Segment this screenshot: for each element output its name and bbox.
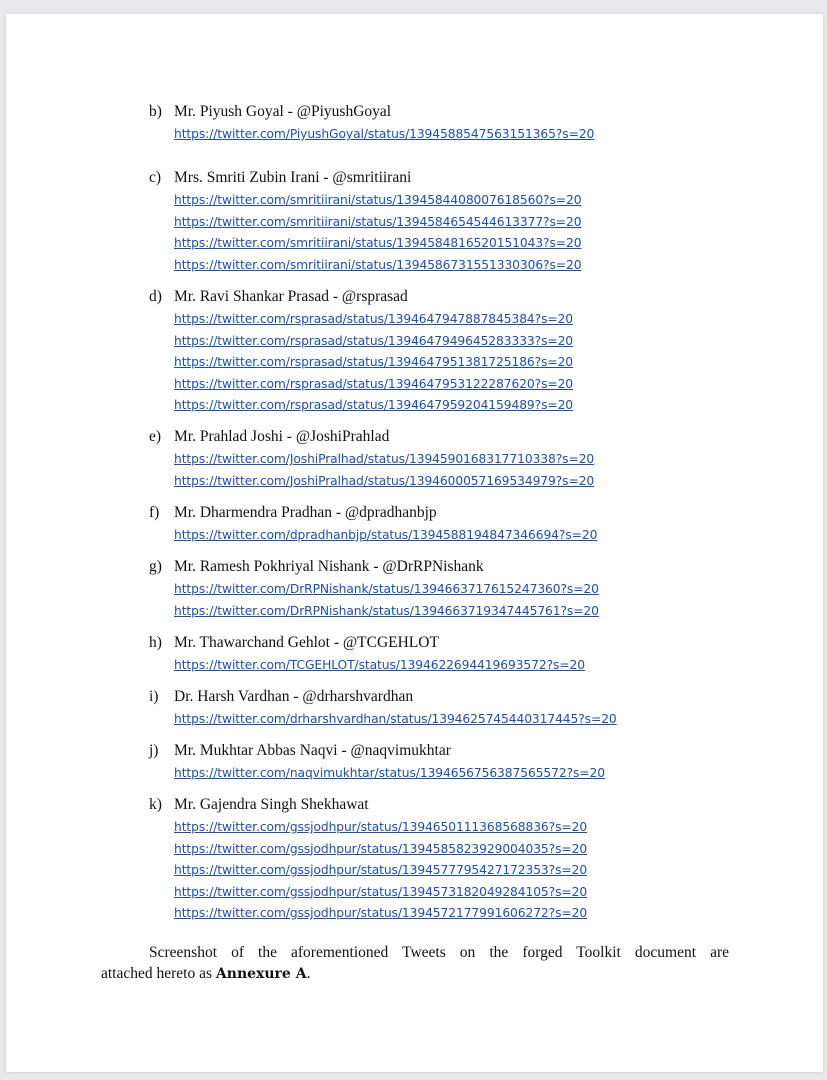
tweet-link[interactable]: https://twitter.com/smritiirani/status/1394586731551330306?s=20 [174, 257, 582, 272]
item-label: f) [149, 504, 160, 521]
item-links [174, 124, 594, 146]
annexure-label: Annexure A [215, 966, 307, 982]
tweet-link[interactable]: https://twitter.com/gssjodhpur/status/1394577795427172353?s=20 [174, 863, 588, 877]
item-links [174, 579, 599, 622]
item-label: e) [149, 428, 162, 445]
item-name: Mr. Dharmendra Pradhan - @dpradhanbjp [174, 504, 437, 521]
item-links [174, 763, 605, 785]
item-name: Mr. Gajendra Singh Shekhawat [174, 796, 369, 813]
tweet-link[interactable]: https://twitter.com/gssjodhpur/status/1394573182049284105?s=20 [174, 884, 588, 899]
item-label: j) [149, 742, 159, 759]
item-name: Mrs. Smriti Zubin Irani - @smritiirani [174, 169, 412, 186]
item-label: c) [149, 169, 162, 186]
item-links [174, 709, 617, 731]
tweet-link[interactable]: https://twitter.com/gssjodhpur/status/1394572177991606272?s=20 [174, 906, 588, 920]
tweet-link[interactable]: https://twitter.com/gssjodhpur/status/1394585823929004035?s=20 [174, 841, 588, 856]
closing-period: . [306, 965, 311, 982]
item-name: Mr. Piyush Goyal - @PiyushGoyal [174, 103, 392, 120]
item-name: Mr. Thawarchand Gehlot - @TCGEHLOT [174, 634, 439, 651]
item-name: Dr. Harsh Vardhan - @drharshvardhan [174, 688, 414, 705]
closing-line-2-text: attached hereto as [101, 965, 216, 982]
tweet-link[interactable]: https://twitter.com/dpradhanbjp/status/1394588194847346694?s=20 [174, 528, 598, 542]
tweet-link[interactable]: https://twitter.com/rsprasad/status/1394647949645283333?s=20 [174, 333, 574, 348]
item-label: b) [149, 103, 162, 120]
tweet-link[interactable]: https://twitter.com/rsprasad/status/1394647959204159489?s=20 [174, 398, 574, 412]
tweet-link[interactable]: https://twitter.com/gssjodhpur/status/1394650111368568836?s=20 [174, 820, 588, 834]
tweet-link[interactable]: https://twitter.com/TCGEHLOT/status/1394622694419693572?s=20 [174, 658, 585, 672]
item-label: k) [149, 796, 162, 813]
tweet-link[interactable]: https://twitter.com/rsprasad/status/1394647951381725186?s=20 [174, 355, 574, 369]
item-label: d) [149, 288, 162, 305]
document-page [6, 14, 823, 1072]
tweet-link[interactable]: https://twitter.com/DrRPNishank/status/1394663719347445761?s=20 [174, 603, 599, 618]
closing-line-2 [101, 963, 729, 985]
item-links [174, 190, 581, 276]
item-links [174, 309, 573, 417]
item-name: Mr. Ravi Shankar Prasad - @rsprasad [174, 288, 408, 305]
tweet-link[interactable]: https://twitter.com/rsprasad/status/1394647947887845384?s=20 [174, 312, 574, 326]
item-label: h) [149, 634, 162, 651]
item-links [174, 525, 597, 547]
tweet-link[interactable]: https://twitter.com/naqvimukhtar/status/1394656756387565572?s=20 [174, 766, 605, 780]
tweet-link[interactable]: https://twitter.com/JoshiPralhad/status/1394600057169534979?s=20 [174, 473, 595, 488]
tweet-link[interactable]: https://twitter.com/smritiirani/status/1394584408007618560?s=20 [174, 193, 582, 207]
tweet-link[interactable]: https://twitter.com/drharshvardhan/status/1394625745440317445?s=20 [174, 712, 617, 726]
item-links [174, 449, 594, 492]
tweet-link[interactable]: https://twitter.com/smritiirani/status/1394584654544613377?s=20 [174, 214, 582, 229]
item-label: i) [149, 688, 159, 705]
tweet-link[interactable]: https://twitter.com/PiyushGoyal/status/1394588547563151365?s=20 [174, 127, 595, 141]
tweet-link[interactable]: https://twitter.com/JoshiPralhad/status/1394590168317710338?s=20 [174, 452, 595, 466]
item-name: Mr. Ramesh Pokhriyal Nishank - @DrRPNishank [174, 558, 484, 575]
item-links [174, 655, 585, 677]
item-name: Mr. Mukhtar Abbas Naqvi - @naqvimukhtar [174, 742, 451, 759]
item-links [174, 817, 587, 925]
closing-line-1: Screenshot of the aforementioned Tweets on the forged Toolkit document are [149, 944, 729, 961]
item-name: Mr. Prahlad Joshi - @JoshiPrahlad [174, 428, 390, 445]
tweet-link[interactable]: https://twitter.com/smritiirani/status/1394584816520151043?s=20 [174, 236, 582, 250]
tweet-link[interactable]: https://twitter.com/rsprasad/status/1394647953122287620?s=20 [174, 376, 574, 391]
closing-paragraph [101, 942, 729, 985]
item-label: g) [149, 558, 162, 575]
tweet-link[interactable]: https://twitter.com/DrRPNishank/status/1394663717615247360?s=20 [174, 582, 599, 596]
